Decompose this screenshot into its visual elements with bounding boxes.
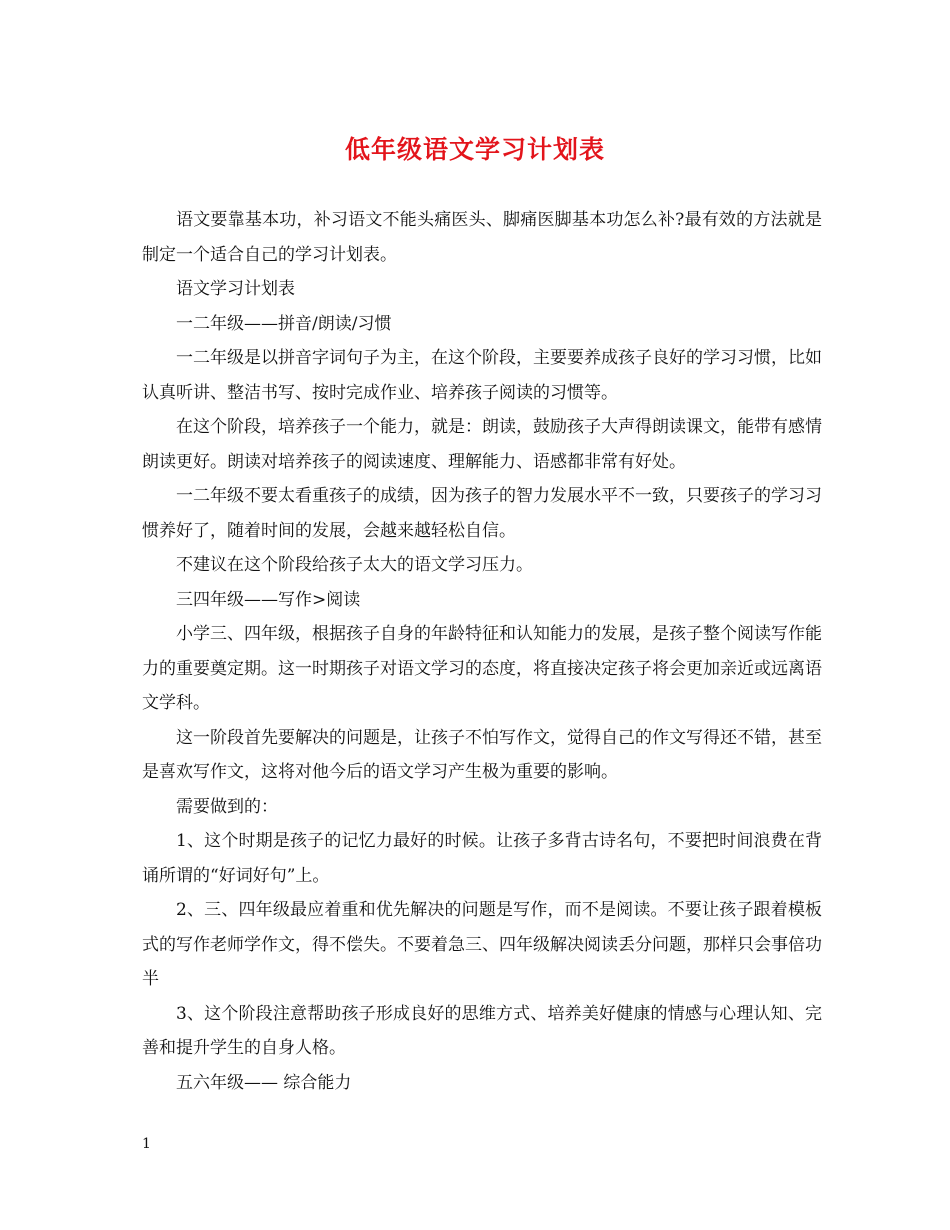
document-body [142,203,822,1100]
paragraph: 语文学习计划表 [176,279,295,299]
paragraph: 在这个阶段，培养孩子一个能力，就是：朗读，鼓励孩子大声得朗读课文，能带有感情朗读更好。朗读对培养孩子的阅读速度、理解能力、语感都非常有好处。 [142,417,822,472]
paragraph: 不建议在这个阶段给孩子太大的语文学习压力。 [176,555,533,575]
section-heading: 一二年级——拼音/朗读/习惯 [176,313,392,334]
paragraph: 需要做到的： [176,796,278,817]
section-heading: 五六年级—— 综合能力 [176,1072,352,1093]
paragraph: 一二年级不要太看重孩子的成绩，因为孩子的智力发展水平不一致，只要孩子的学习习惯养好了，随着时间的发展，会越来越轻松自信。 [142,486,822,541]
paragraph: 一二年级是以拼音字词句子为主，在这个阶段，主要要养成孩子良好的学习习惯，比如认真听讲、整洁书写、按时完成作业、培养孩子阅读的习惯等。 [142,348,822,403]
section-heading: 三四年级——写作>阅读 [176,589,361,610]
paragraph: 这一阶段首先要解决的问题是，让孩子不怕写作文，觉得自己的作文写得还不错，甚至是喜欢写作文，这将对他今后的语文学习产生极为重要的影响。 [142,727,822,782]
paragraph: 语文要靠基本功，补习语文不能头痛医头、脚痛医脚基本功怎么补?最有效的方法就是制定一个适合自己的学习计划表。 [142,210,822,265]
page-number: 1 [142,1136,151,1152]
list-item: 3、这个阶段注意帮助孩子形成良好的思维方式、培养美好健康的情感与心理认知、完善和提升学生的自身人格。 [142,1003,822,1058]
paragraph: 小学三、四年级，根据孩子自身的年龄特征和认知能力的发展，是孩子整个阅读写作能力的重要奠定期。这一时期孩子对语文学习的态度，将直接决定孩子将会更加亲近或远离语文学科。 [142,624,822,713]
list-item: 1、这个时期是孩子的记忆力最好的时候。让孩子多背古诗名句，不要把时间浪费在背诵所谓的“好词好句”上。 [142,831,822,886]
document-title: 低年级语文学习计划表 [344,135,605,164]
list-item: 2、三、四年级最应着重和优先解决的问题是写作，而不是阅读。不要让孩子跟着模板式的写作老师学作文，得不偿失。不要着急三、四年级解决阅读丢分问题，那样只会事倍功半 [142,900,822,989]
